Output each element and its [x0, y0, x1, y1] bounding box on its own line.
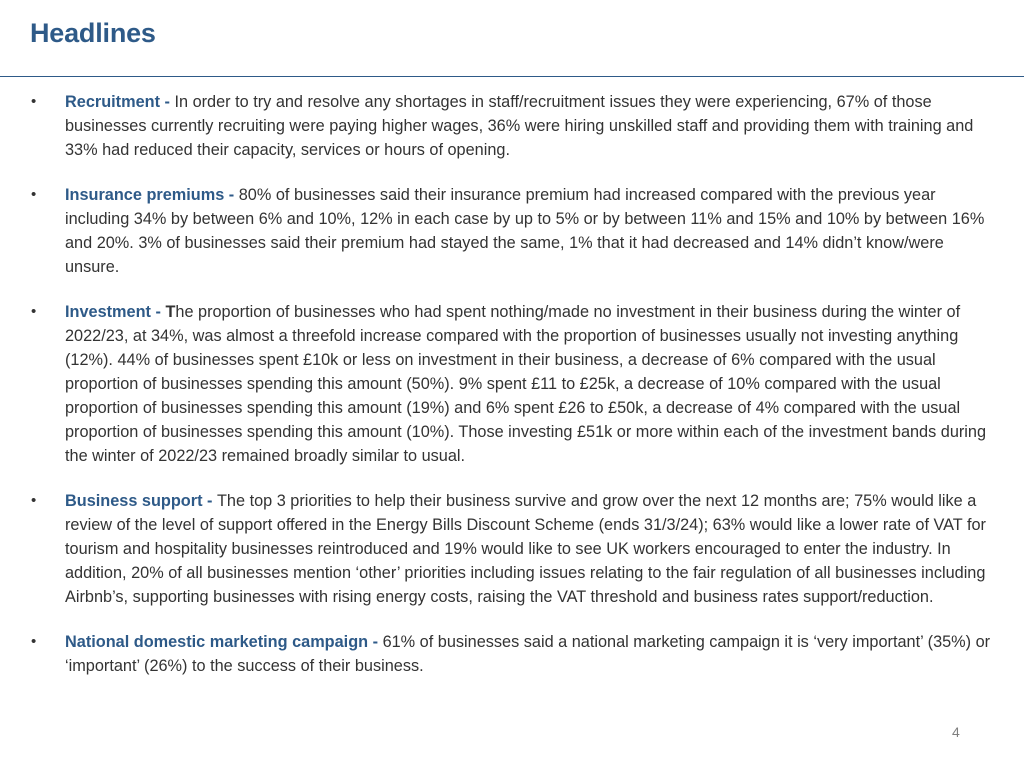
- bullet-national-marketing-campaign: [0, 630, 1024, 678]
- bullet-text: The top 3 priorities to help their business survive and grow over the next 12 months are; 75% would like a review of the level of support offered in the Energy Bills Discount Scheme (ends 31/3/24); 63% would like a lower rate of VAT for tourism and hospitality businesses reintroduced and 19% would like to see UK workers encouraged to enter the industry. In addition, 20% of all businesses mention ‘other’ priorities including issues relating to the fair regulation of all businesses including Airbnb’s, supporting businesses with rising energy costs, raising the VAT threshold and business rates support/reduction.: [65, 492, 986, 606]
- bullet-text: 61% of businesses said a national marketing campaign it is ‘very important’ (35%) or ‘important’ (26%) to the success of their business.: [65, 633, 991, 675]
- bullet-icon: •: [31, 633, 37, 650]
- bullet-investment: [0, 300, 1024, 468]
- bullet-heading-letter: T: [165, 303, 176, 321]
- bullet-text: 80% of businesses said their insurance premium had increased compared with the previous year including 34% by between 6% and 10%, 12% in each case by up to 5% or by between 11% and 15% and 10% by between 16% and 20%. 3% of businesses said their premium had stayed the same, 1% that it had decreased and 14% didn’t know/were unsure.: [65, 186, 985, 276]
- bullet-heading: National domestic marketing campaign -: [65, 633, 383, 651]
- bullet-heading: Business support -: [65, 492, 217, 510]
- bullet-heading: Insurance premiums -: [65, 186, 239, 204]
- page-title: Headlines: [30, 18, 156, 48]
- headline-list: [0, 90, 1024, 699]
- bullet-text: he proportion of businesses who had spent nothing/made no investment in their business during the winter of 2022/23, at 34%, was almost a threefold increase compared with the proportion of businesses usually not investing anything (12%). 44% of businesses spent £10k or less on investment in their business, a decrease of 6% compared with the usual proportion of businesses spending this amount (50%). 9% spent £11 to £25k, a decrease of 10% compared with the usual proportion of businesses spending this amount (19%) and 6% spent £26 to £50k, a decrease of 4% compared with the usual proportion of businesses spending this amount (10%). Those investing £51k or more within each of the investment bands during the winter of 2022/23 remained broadly similar to usual.: [65, 303, 987, 465]
- bullet-icon: •: [31, 492, 37, 509]
- bullet-heading: Investment -: [65, 303, 166, 321]
- bullet-icon: •: [31, 303, 37, 320]
- bullet-heading: Recruitment -: [65, 93, 175, 111]
- bullet-insurance-premiums: [0, 183, 1024, 279]
- bullet-business-support: [0, 489, 1024, 609]
- page-number: 4: [952, 724, 960, 740]
- title-divider: [0, 76, 1024, 77]
- bullet-text: In order to try and resolve any shortages in staff/recruitment issues they were experiencing, 67% of those businesses currently recruiting were paying higher wages, 36% were hiring unskilled staff and providing them with training and 33% had reduced their capacity, services or hours of opening.: [65, 93, 974, 159]
- bullet-icon: •: [31, 93, 37, 110]
- bullet-icon: •: [31, 186, 37, 203]
- bullet-recruitment: [0, 90, 1024, 162]
